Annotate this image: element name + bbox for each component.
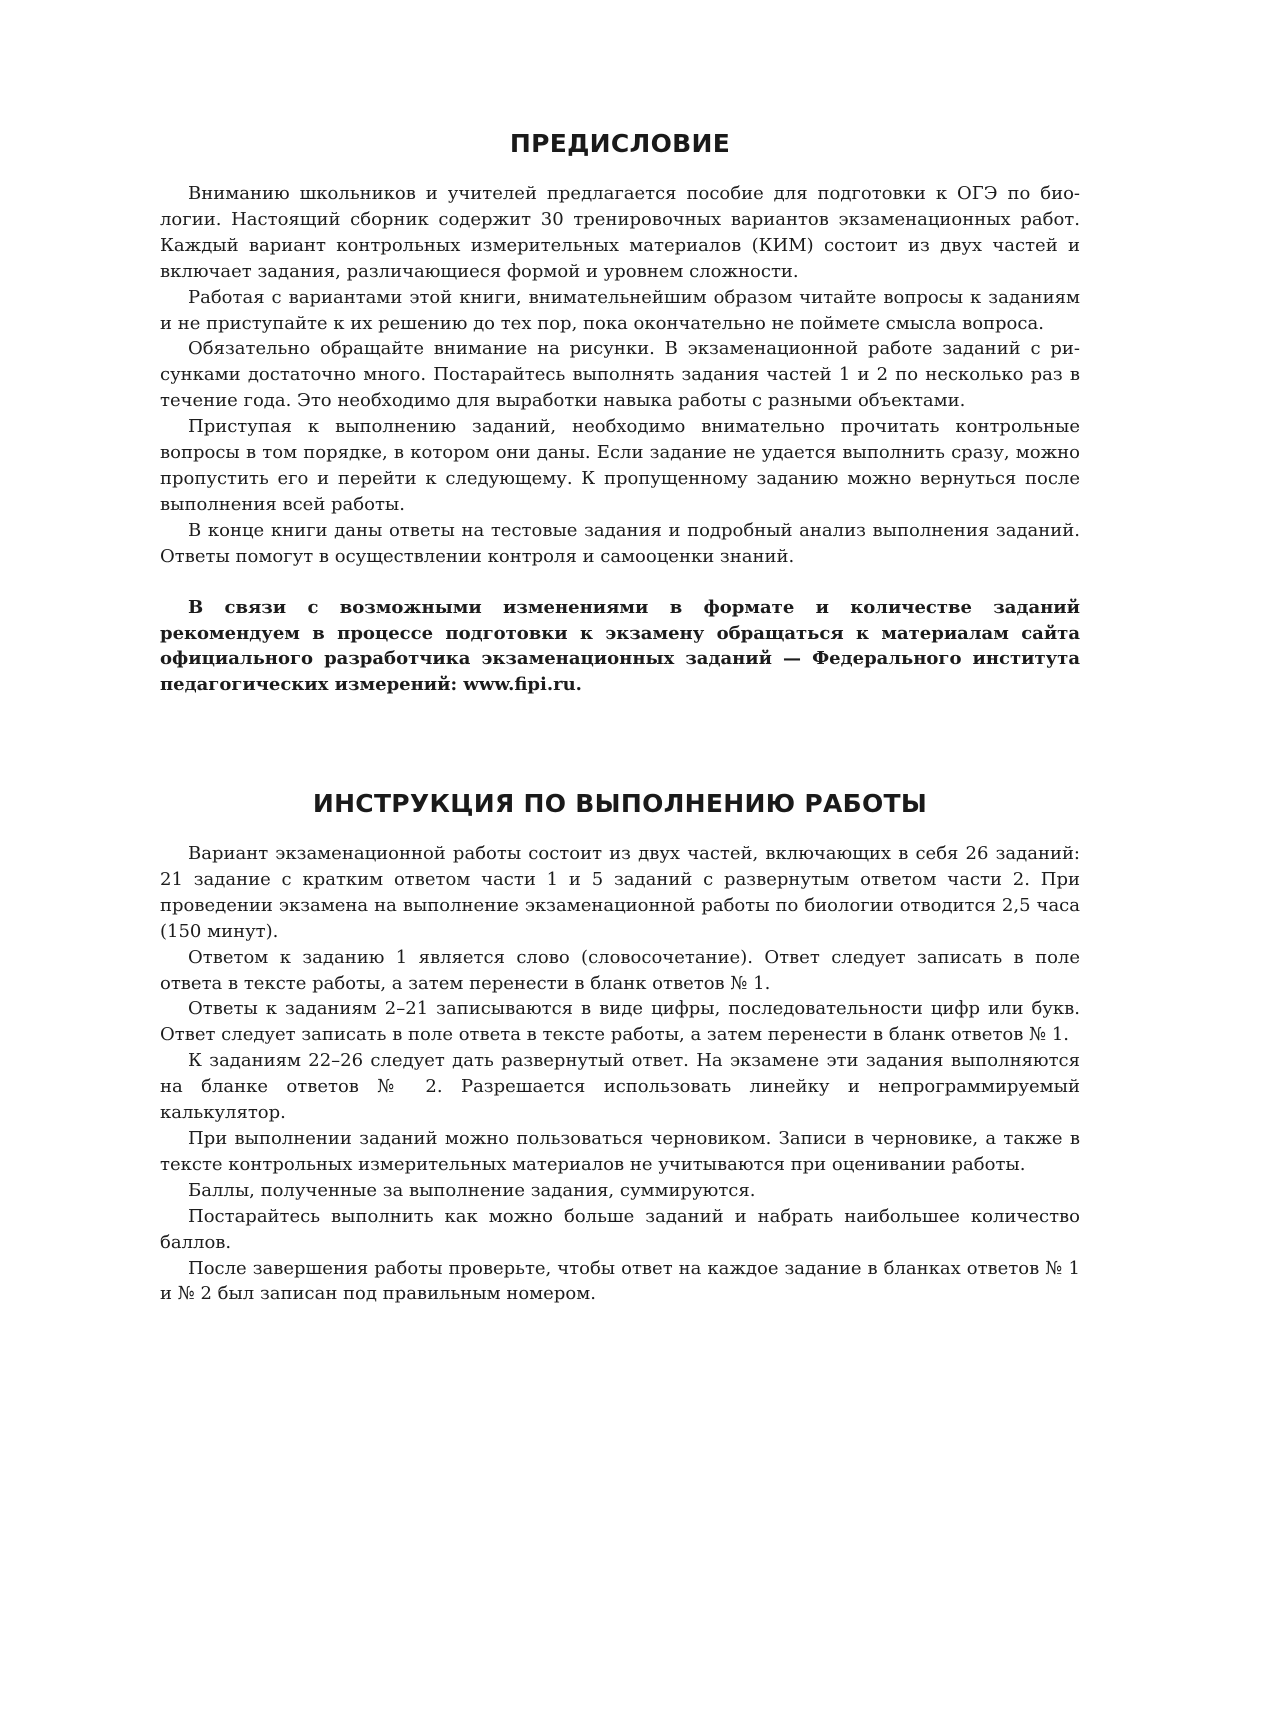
preface-notice: В связи с возможными изменениями в формате и количестве заданий рекомендуем в процессе подготовки к экзамену обращаться к материалам сайта официального разработчика экзаменационных заданий — Федерального института педагогических измерений: www.fipi.ru. — [160, 596, 1080, 696]
preface-paragraph: Обязательно обращайте внимание на рисунки. В экзаменационной работе заданий с рисунками достаточно много. Постарайтесь выполнять задания частей 1 и 2 по несколько раз в течение года. Это необходимо для выработки навыка работы с разными объектами. — [160, 338, 1080, 412]
instructions-body — [160, 841, 1080, 1307]
preface-paragraph: Работая с вариантами этой книги, внимательнейшим образом читайте вопросы к заданиям и не приступайте к их решению до тех пор, пока окончательно не поймете смысла вопроса. — [160, 286, 1080, 334]
preface-body — [160, 181, 1080, 698]
preface-paragraph: Приступая к выполнению заданий, необходимо внимательно прочитать контрольные вопросы в том порядке, в котором они даны. Если задание не удается выполнить сразу, можно пропустить его и перейти к следующему. К пропущенному заданию можно вернуться после выполнения всей работы. — [160, 416, 1080, 515]
instructions-title: ИНСТРУКЦИЯ ПО ВЫПОЛНЕНИЮ РАБОТЫ — [312, 789, 928, 818]
instructions-paragraph: Вариант экзаменационной работы состоит из двух частей, включающих в себя 26 заданий: 21 задание с кратким ответом части 1 и 5 заданий с развернутым ответом части 2. При проведении экзамена на выполнение экзаменационной работы по биологии отводится 2,5 часа (150 минут). — [160, 843, 1080, 942]
preface-paragraph: В конце книги даны ответы на тестовые задания и подробный анализ выполнения заданий. Ответы помогут в осуществлении контроля и самооценки знаний. — [160, 519, 1080, 567]
instructions-paragraph: Ответы к заданиям 2–21 записываются в виде цифры, последовательности цифр или букв. Ответ следует записать в поле ответа в тексте работы, а затем перенести в бланк ответов № 1. — [160, 998, 1080, 1046]
instructions-paragraph: При выполнении заданий можно пользоваться черновиком. Записи в черновике, а также в тексте контрольных измерительных материалов не учитываются при оценивании работы. — [160, 1127, 1080, 1175]
preface-paragraph: Вниманию школьников и учителей предлагается пособие для подготовки к ОГЭ по биологии. Настоящий сборник содержит 30 тренировочных вариантов экзаменационных работ. Каждый вариант контрольных измерительных материалов (КИМ) состоит из двух частей и включает задания, различающиеся формой и уровнем сложности. — [160, 183, 1080, 282]
instructions-paragraph: К заданиям 22–26 следует дать развернутый ответ. На экзамене эти задания выполняются на бланке ответов № 2. Разрешается использовать линейку и непрограммируемый калькулятор. — [160, 1050, 1080, 1124]
spacer — [160, 570, 1080, 595]
preface-title: ПРЕДИСЛОВИЕ — [509, 129, 731, 158]
instructions-paragraph: Ответом к заданию 1 является слово (словосочетание). Ответ следует записать в поле ответа в тексте работы, а затем перенести в бланк ответов № 1. — [160, 946, 1080, 994]
instructions-paragraph: Баллы, полученные за выполнение задания, суммируются. — [188, 1179, 756, 1201]
instructions-paragraph: Постарайтесь выполнить как можно больше заданий и набрать наибольшее количество баллов. — [160, 1205, 1080, 1253]
instructions-paragraph: После завершения работы проверьте, чтобы ответ на каждое задание в бланках ответов № 1 и № 2 был записан под правильным номером. — [160, 1257, 1080, 1305]
